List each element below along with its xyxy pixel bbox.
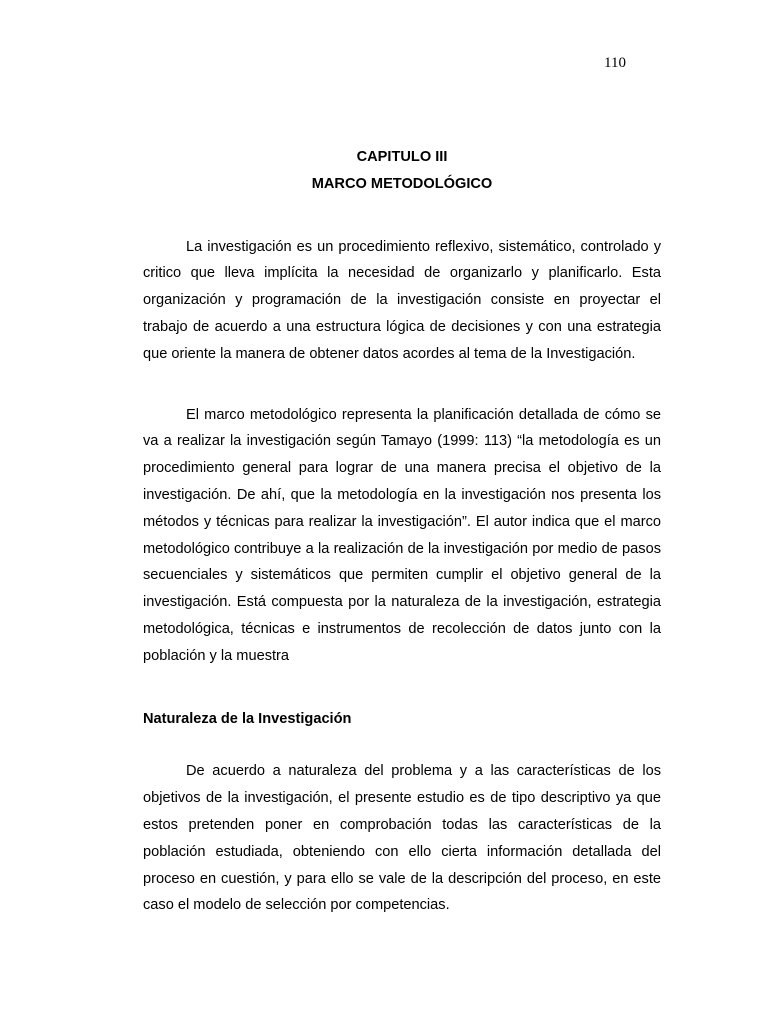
body-paragraph: La investigación es un procedimiento reflexivo, sistemático, controlado y critico que lleva implícita la necesidad de organizarlo y planificarlo. Esta organización y programación de la investigación consiste en proyectar el trabajo de acuerdo a una estructura lógica de decisiones y con una estrategia que oriente la manera de obtener datos acordes al tema de la Investigación.	[143, 238, 661, 362]
section-paragraph: De acuerdo a naturaleza del problema y a las características de los objetivos de la investigación, el presente estudio es de tipo descriptivo ya que estos pretenden poner en comprobación todas las características de la población estudiada, obteniendo con ello cierta información detallada del proceso en cuestión, y para ello se vale de la descripción del proceso, en este caso el modelo de selección por competencias.	[143, 763, 661, 914]
page-number: 110	[604, 55, 626, 71]
body-paragraph: El marco metodológico representa la planificación detallada de cómo se va a realizar la investigación según Tamayo (1999: 113) “la metodología es un procedimiento general para lograr de una manera precisa el objetivo de la investigación. De ahí, que la metodología en la investigación nos presenta los métodos y técnicas para realizar la investigación”. El autor indica que el marco metodológico contribuye a la realización de la investigación por medio de pasos secuenciales y sistemáticos que permiten cumplir el objetivo general de la investigación. Está compuesta por la naturaleza de la investigación, estrategia metodológica, técnicas e instrumentos de recolección de datos junto con la población y la muestra	[143, 406, 661, 664]
chapter-title: MARCO METODOLÓGICO	[311, 175, 493, 192]
page-content	[143, 144, 661, 919]
section-heading: Naturaleza de la Investigación	[143, 710, 352, 727]
chapter-number: CAPITULO III	[356, 149, 448, 165]
